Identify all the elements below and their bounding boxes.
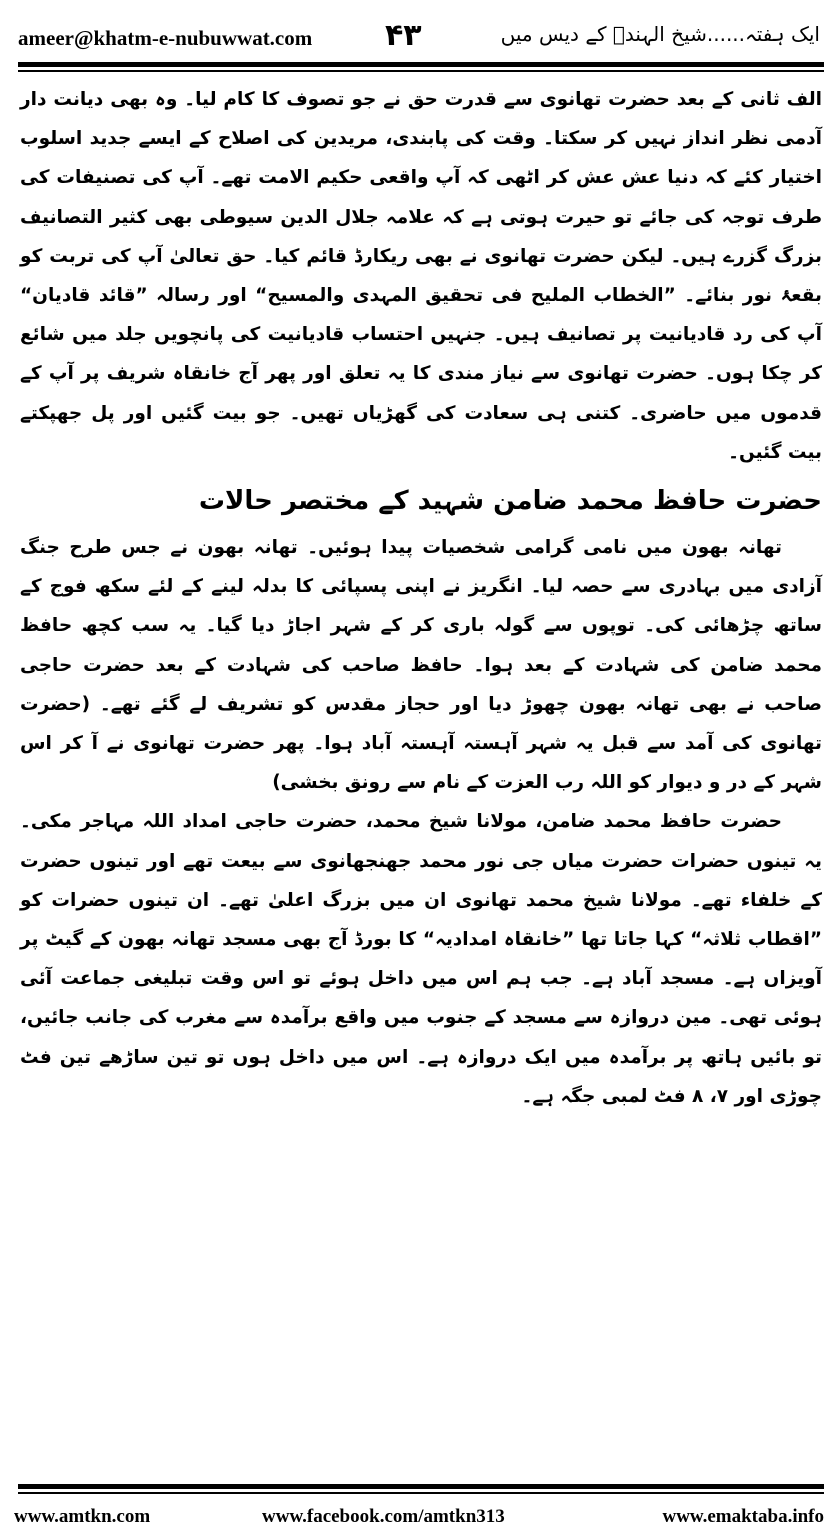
- footer-rule-thin: [18, 1492, 824, 1494]
- running-title: ایک ہفتہ......شیخ الہندؒ کے دیس میں: [500, 22, 820, 46]
- body-paragraph: تھانہ بھون میں نامی گرامی شخصیات پیدا ہوئیں۔ تھانہ بھون نے جس طرح جنگ آزادی میں بہادری سے حصہ لیا۔ انگریز نے اپنی پسپائی کا بدلہ لینے کے لئے سکھ فوج کے ساتھ چڑھائی کی۔ توپوں سے گولہ باری کر کے شہر اجاڑ دیا گیا۔ یہ سب کچھ حافظ محمد ضامن کی شہادت کے بعد ہوا۔ حافظ صاحب کی شہادت کے بعد حضرت حاجی صاحب نے بھی تھانہ بھون چھوڑ دیا اور حجاز مقدس کو تشریف لے گئے تھے۔ (حضرت تھانوی کی آمد سے قبل یہ شہر آہستہ آہستہ آباد ہوا۔ پھر حضرت تھانوی نے آ کر اس شہر کے در و دیوار کو اللہ رب العزت کے نام سے رونق بخشی): [20, 537, 822, 794]
- page-footer: [0, 1500, 840, 1540]
- header-rule-thick: [18, 62, 824, 67]
- page-number: ۴۳: [385, 18, 422, 53]
- body-paragraph: الف ثانی کے بعد حضرت تھانوی سے قدرت حق نے جو تصوف کا کام لیا۔ وہ بھی دیانت دار آدمی نظر انداز نہیں کر سکتا۔ وقت کی پابندی، مریدین کی اصلاح کے ایسے جدید اسلوب اختیار کئے کہ دنیا عش عش کر اٹھی کہ آپ واقعی حکیم الامت تھے۔ آپ کی تصنیفات کی طرف توجہ کی جائے تو حیرت ہوتی ہے کہ علامہ جلال الدین سیوطی بھی کثیر التصانیف بزرگ گزرے ہیں۔ لیکن حضرت تھانوی نے بھی ریکارڈ قائم کیا۔ حق تعالیٰ آپ کی تربت کو بقعۂ نور بنائے۔ ”الخطاب الملیح فی تحقیق المہدی والمسیح“ اور رسالہ ”قائد قادیان“ آپ کی رد قادیانیت پر تصانیف ہیں۔ جنہیں احتساب قادیانیت کی پانچویں جلد میں شائع کر چکا ہوں۔ حضرت تھانوی سے نیاز مندی کا یہ تعلق اور پھر آج خانقاہ شریف پر آپ کے قدموں میں حاضری۔ کتنی ہی سعادت کی گھڑیاں تھیں۔ جو بیت گئیں اور پل جھپکتے بیت گئیں۔: [20, 89, 822, 463]
- section-heading: حضرت حافظ محمد ضامن شہید کے مختصر حالات: [198, 486, 822, 517]
- footer-rule-thick: [18, 1484, 824, 1489]
- header-rule-thin: [18, 70, 824, 72]
- body-paragraph: حضرت حافظ محمد ضامن، مولانا شیخ محمد، حضرت حاجی امداد اللہ مہاجر مکی۔ یہ تینوں حضرات حضرت میاں جی نور محمد جھنجھانوی سے بیعت تھے اور تینوں حضرت کے خلفاء تھے۔ مولانا شیخ محمد تھانوی ان میں بزرگ اعلیٰ تھے۔ ان تینوں حضرات کو ”اقطاب ثلاثہ“ کہا جاتا تھا ”خانقاہ امدادیہ“ کا بورڈ آج بھی مسجد تھانہ بھون کے گیٹ پر آویزاں ہے۔ مسجد آباد ہے۔ جب ہم اس میں داخل ہوئے تو اس وقت تبلیغی جماعت آئی ہوئی تھی۔ مین دروازہ سے مسجد کے جنوب میں واقع برآمدہ سے مغرب کی جانب جائیں، تو بائیں ہاتھ پر برآمدہ میں ایک دروازہ ہے۔ اس میں داخل ہوں تو تین ساڑھے تین فٹ چوڑی اور ۷، ۸ فٹ لمبی جگہ ہے۔: [20, 811, 822, 1107]
- footer-link-emaktaba[interactable]: www.emaktaba.info: [662, 1506, 824, 1527]
- footer-link-amtkn[interactable]: www.amtkn.com: [14, 1506, 151, 1527]
- page-body: [20, 80, 822, 1116]
- header-email[interactable]: ameer@khatm-e-nubuwwat.com: [18, 26, 313, 50]
- footer-link-facebook[interactable]: www.facebook.com/amtkn313: [262, 1506, 505, 1527]
